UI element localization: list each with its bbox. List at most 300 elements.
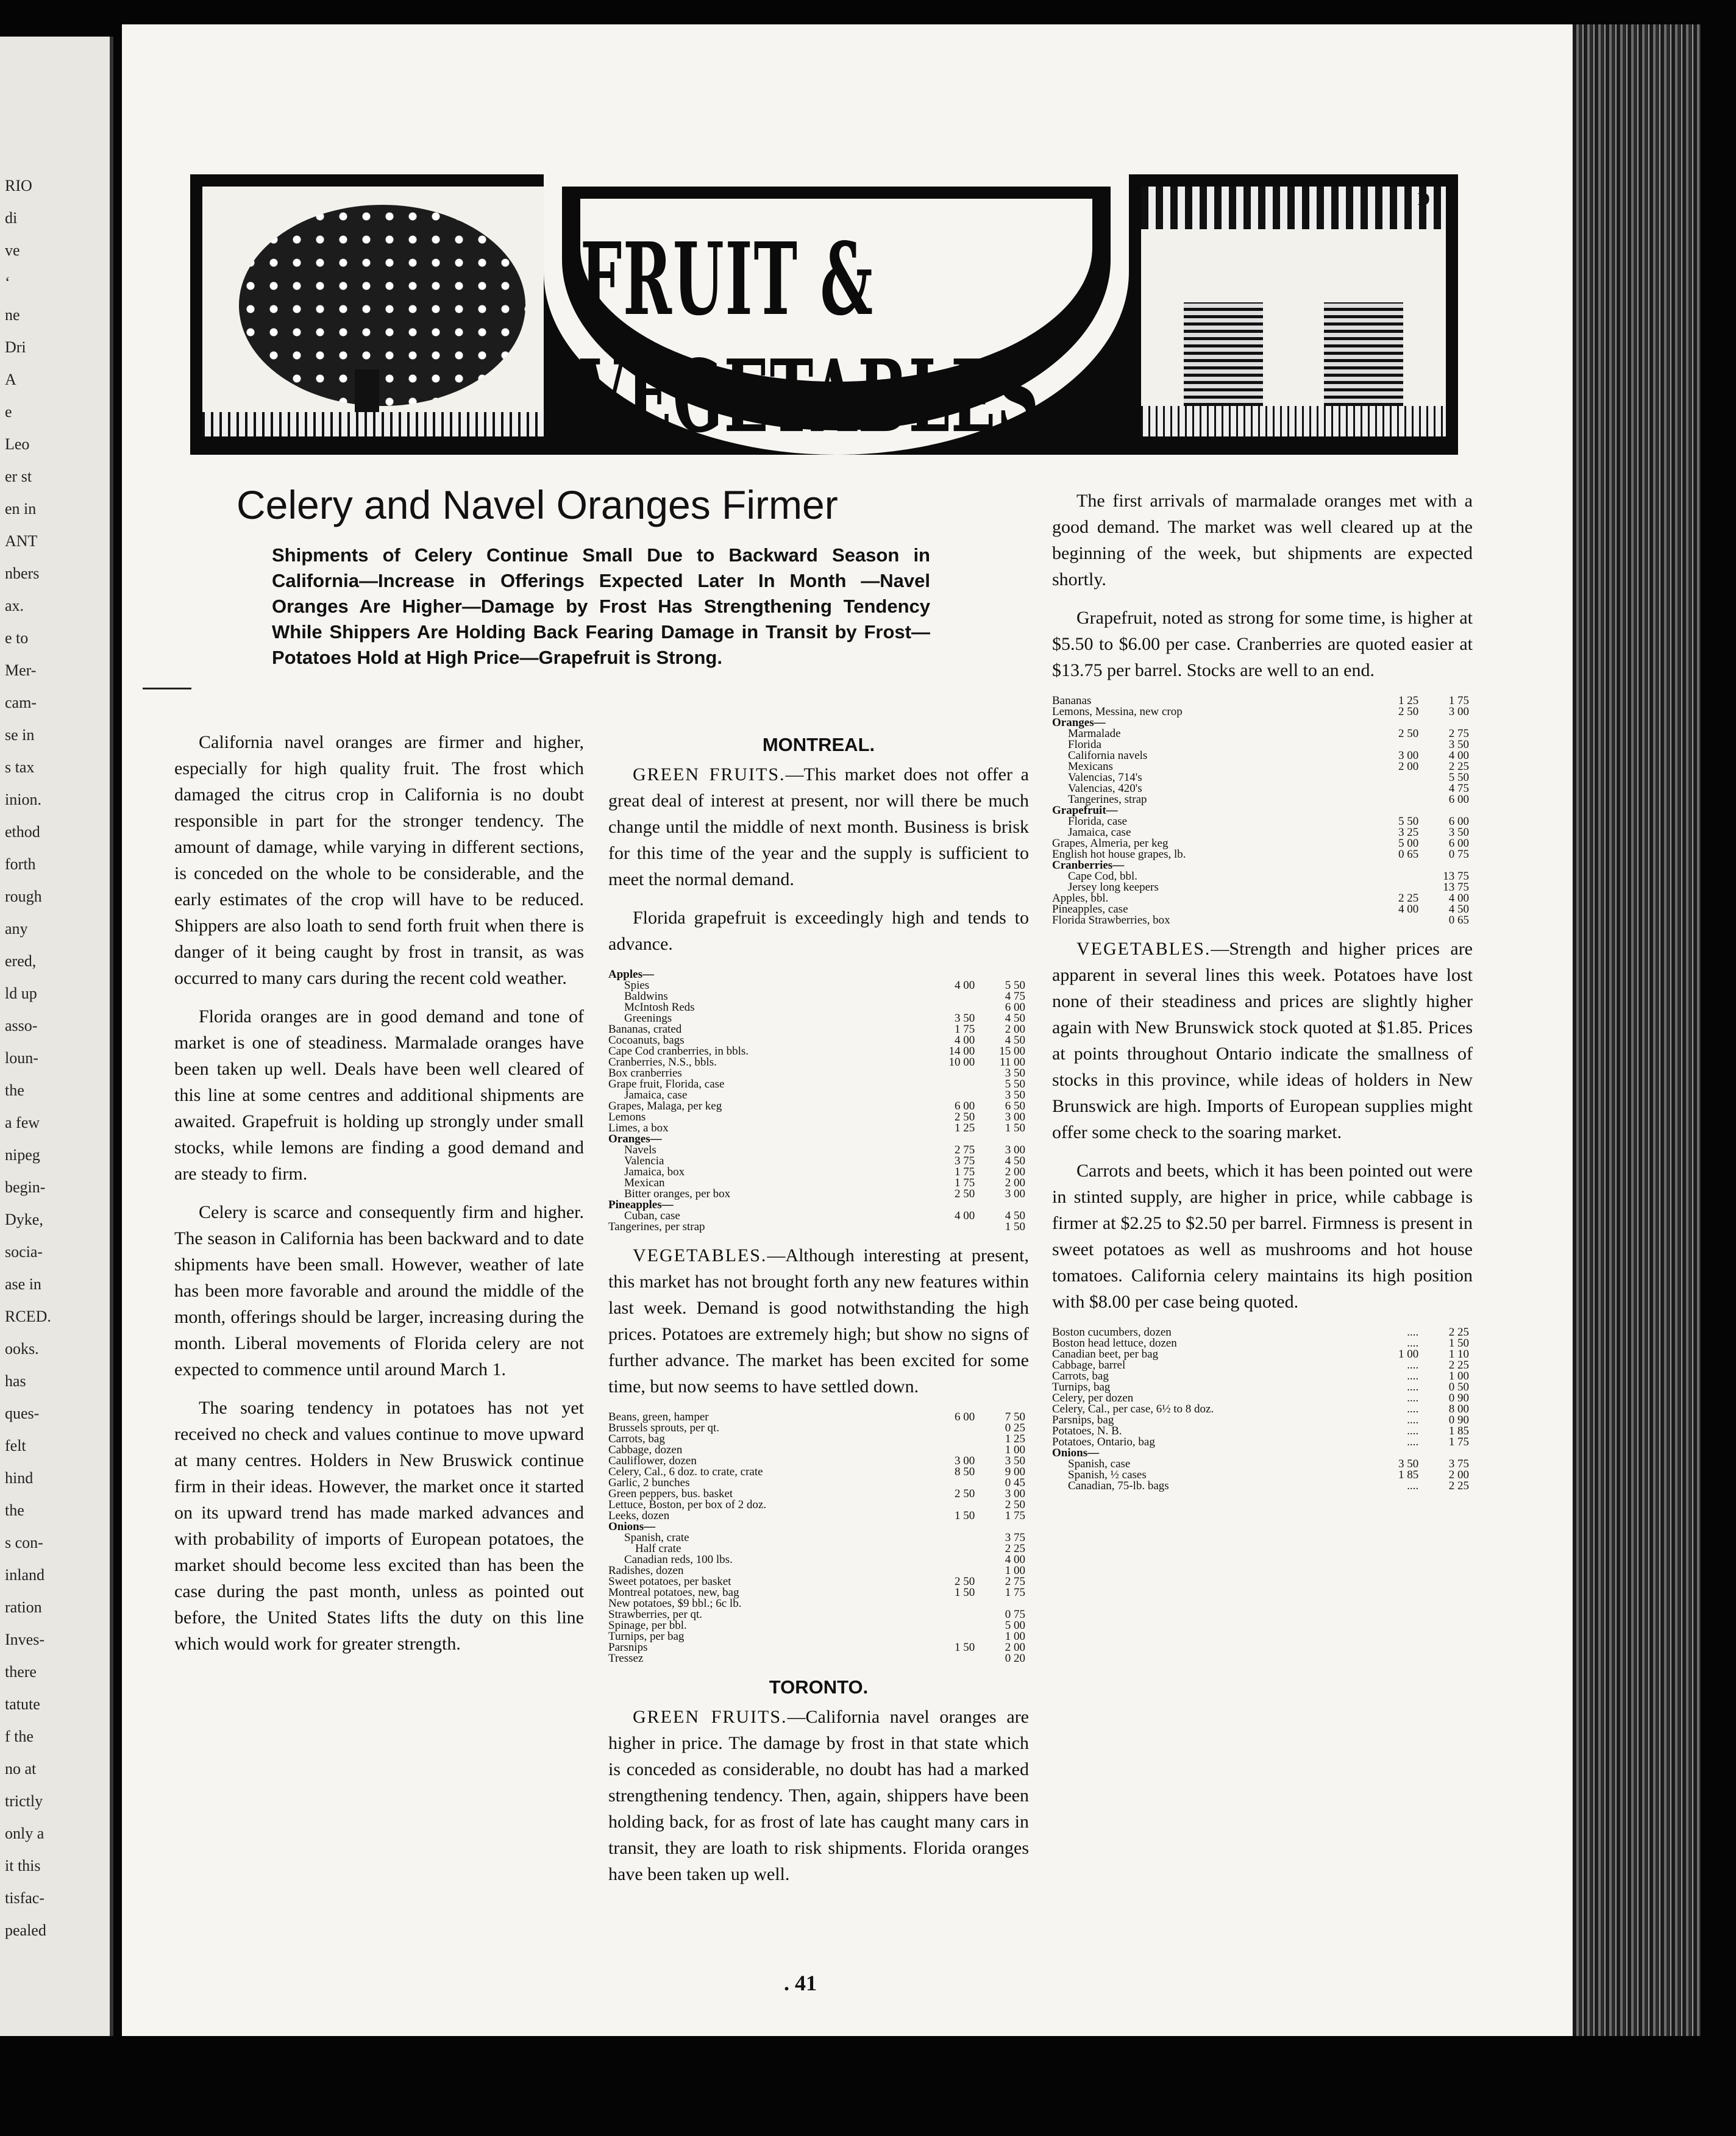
- price-row: [1052, 1437, 1473, 1448]
- price-item: New potatoes, $9 bbl.; 6c lb.: [608, 1598, 742, 1609]
- montreal-green-fruits-paragraph: [608, 761, 1029, 892]
- left-page-fragment: forth: [5, 855, 36, 873]
- price-item: Oranges—: [608, 1134, 662, 1145]
- montreal-heading: MONTREAL.: [762, 734, 875, 755]
- toronto-heading: TORONTO.: [769, 1676, 869, 1698]
- left-page-fragment: pealed: [5, 1921, 46, 1939]
- price-item: Jersey long keepers: [1068, 882, 1159, 893]
- price-item: Grapes, Malaga, per keg: [608, 1101, 722, 1112]
- price-high: 3 00: [1448, 705, 1469, 718]
- section-banner: [190, 174, 1458, 455]
- left-page-fragment: rough: [5, 888, 42, 905]
- left-page-fragment: ‘: [5, 274, 10, 291]
- price-item: Grapes, Almeria, per keg: [1052, 838, 1169, 849]
- price-item: Valencias, 420's: [1068, 783, 1142, 794]
- left-page-fragment: ANT: [5, 532, 38, 550]
- price-item: Montreal potatoes, new, bag: [608, 1587, 739, 1598]
- toronto-grapefruit-paragraph: Grapefruit, noted as strong for some time, is higher at $5.50 to $6.00 per case. Cranberries are quoted easier at $13.75 per barrel. Stocks are well to an end.: [1052, 608, 1473, 680]
- price-high: 1 75: [1005, 1586, 1025, 1599]
- price-high: 0 90: [1448, 1414, 1469, 1426]
- price-item: Florida Strawberries, box: [1052, 915, 1170, 926]
- price-low: 2 50: [954, 1575, 975, 1588]
- price-row: [608, 1620, 1029, 1631]
- price-low: 8 50: [954, 1465, 975, 1478]
- left-page-fragment: it this: [5, 1857, 41, 1874]
- price-low: 1 00: [1398, 1348, 1419, 1361]
- price-low: ....: [1407, 1370, 1419, 1383]
- price-high: 6 50: [1005, 1100, 1025, 1112]
- price-item: Mexicans: [1068, 761, 1113, 772]
- left-page-fragment: ered,: [5, 952, 37, 970]
- price-high: 2 25: [1448, 1359, 1469, 1372]
- price-low: 2 25: [1398, 892, 1419, 905]
- price-low: 1 50: [954, 1509, 975, 1522]
- price-low: ....: [1407, 1414, 1419, 1426]
- banner-title: FRUIT & VEGETABLES: [580, 221, 1041, 455]
- price-row: [608, 1211, 1029, 1222]
- price-row: [608, 1068, 1029, 1079]
- left-page-fragment: s con-: [5, 1534, 43, 1551]
- price-high: 1 85: [1448, 1425, 1469, 1437]
- montreal-fruit-price-table: [608, 969, 1029, 1233]
- price-low: 1 25: [954, 1122, 975, 1134]
- price-low: 3 50: [954, 1012, 975, 1025]
- price-item: Sweet potatoes, per basket: [608, 1576, 731, 1587]
- left-page-fragment: no at: [5, 1760, 37, 1778]
- left-page-fragment: tatute: [5, 1695, 40, 1713]
- price-row: [608, 1598, 1029, 1609]
- left-page-fragment: se in: [5, 726, 35, 744]
- price-high: 2 00: [1005, 1641, 1025, 1654]
- price-item: Boston cucumbers, dozen: [1052, 1327, 1172, 1338]
- price-item: Valencia: [624, 1156, 664, 1167]
- price-low: 1 75: [954, 1177, 975, 1189]
- price-low: ....: [1407, 1381, 1419, 1394]
- tree-ground: [202, 412, 544, 436]
- price-high: 0 25: [1005, 1422, 1025, 1434]
- price-high: 2 75: [1005, 1575, 1025, 1588]
- price-high: 1 00: [1005, 1564, 1025, 1577]
- left-page-fragment: trictly: [5, 1792, 43, 1810]
- price-item: Canadian reds, 100 lbs.: [624, 1554, 733, 1565]
- article-deck: Shipments of Celery Continue Small Due to Backward Season in California—Increase in Offerings Expected Later In Month —Navel Oranges Are Higher—Damage by Frost Has Strengthening Tendency While Shippers Are Holding Back Fearing Damage in Transit by Frost—Potatoes Hold at High Price—Grapefruit is Strong.: [272, 544, 930, 668]
- price-item: Parsnips: [608, 1642, 648, 1653]
- paragraph: Celery is scarce and consequently firm and higher. The season in California has been backward and to date shipments have been small. However, weather of late has been more favorable and around the middle of the month, offerings should be larger, increasing during the month. Liberal movements of Florida celery are not expected to commence until around March 1.: [174, 1202, 584, 1380]
- price-high: 4 50: [1448, 903, 1469, 916]
- price-row: [608, 1609, 1029, 1620]
- price-low: 5 00: [1398, 837, 1419, 850]
- price-item: Spinage, per bbl.: [608, 1620, 687, 1631]
- paragraph-text: —California navel oranges are higher in price. The damage by frost in that state which is conceded as considerable, no doubt has had a marked strengthening tendency. Then, again, shippers have been holding back, for as frost of late has caught many cars in transit, they are loath to risk shipments. Florida oranges have been taken up well.: [608, 1707, 1029, 1884]
- price-item: Cocoanuts, bags: [608, 1035, 685, 1046]
- price-item: Brussels sprouts, per qt.: [608, 1423, 720, 1434]
- price-high: 0 90: [1448, 1392, 1469, 1404]
- price-low: [1371, 772, 1422, 783]
- price-row: [1052, 860, 1473, 871]
- price-item: Celery, Cal., 6 doz. to crate, crate: [608, 1467, 763, 1478]
- price-item: Spies: [624, 980, 650, 991]
- left-page-fragment: ethod: [5, 823, 40, 841]
- price-high: 3 00: [1005, 1144, 1025, 1156]
- price-high: 2 25: [1448, 760, 1469, 773]
- price-high: 1 00: [1005, 1444, 1025, 1456]
- price-high: 4 00: [1005, 1553, 1025, 1566]
- price-item: Radishes, dozen: [608, 1565, 684, 1576]
- price-low: 1 25: [1398, 694, 1419, 707]
- section-lead: VEGETABLES.: [1076, 939, 1211, 959]
- price-item: Parsnips, bag: [1052, 1415, 1114, 1426]
- left-page-fragment: Mer-: [5, 661, 37, 679]
- price-low: 6 00: [954, 1411, 975, 1423]
- left-page-fragment: begin-: [5, 1178, 46, 1196]
- price-high: 2 00: [1448, 1468, 1469, 1481]
- price-item: Onions—: [1052, 1448, 1100, 1459]
- price-row: [1052, 783, 1473, 794]
- price-item: Greenings: [624, 1013, 672, 1024]
- price-low: [1371, 915, 1422, 926]
- left-page-fragment: inland: [5, 1566, 44, 1584]
- price-high: 4 50: [1005, 1034, 1025, 1047]
- left-page-fragment: any: [5, 920, 28, 938]
- price-high: 0 75: [1005, 1608, 1025, 1621]
- price-low: 1 75: [954, 1166, 975, 1178]
- price-row: [1052, 915, 1473, 926]
- price-low: ....: [1407, 1392, 1419, 1404]
- price-row: [608, 1489, 1029, 1500]
- price-row: [1052, 871, 1473, 882]
- price-high: 1 50: [1005, 1220, 1025, 1233]
- price-low: 4 00: [954, 1209, 975, 1222]
- price-item: Jamaica, case: [624, 1090, 688, 1101]
- left-page-fragment: di: [5, 209, 18, 227]
- artist-initial: D: [1417, 190, 1430, 209]
- price-item: Green peppers, bus. basket: [608, 1489, 733, 1500]
- price-item: Florida, case: [1068, 816, 1128, 827]
- price-item: Grape fruit, Florida, case: [608, 1079, 725, 1090]
- price-row: [1052, 772, 1473, 783]
- price-item: Onions—: [608, 1522, 656, 1533]
- price-low: [928, 1079, 978, 1090]
- price-row: [1052, 707, 1473, 717]
- price-row: [608, 1222, 1029, 1233]
- price-high: 13 75: [1443, 870, 1469, 883]
- page-stack-edge: [1573, 24, 1701, 2036]
- price-item: Apples, bbl.: [1052, 893, 1109, 904]
- price-item: Spanish, ½ cases: [1068, 1470, 1147, 1481]
- price-low: [1371, 871, 1422, 882]
- left-page-fragment: ne: [5, 306, 20, 324]
- left-page-fragment: nipeg: [5, 1146, 40, 1164]
- section-lead: VEGETABLES.: [633, 1245, 767, 1266]
- price-item: Pineapples—: [608, 1200, 674, 1211]
- price-high: 9 00: [1005, 1465, 1025, 1478]
- price-row: [608, 1522, 1029, 1533]
- price-item: Pineapples, case: [1052, 904, 1128, 915]
- price-item: Lemons, Messina, new crop: [1052, 707, 1183, 717]
- price-item: Potatoes, Ontario, bag: [1052, 1437, 1155, 1448]
- price-high: 3 75: [1005, 1531, 1025, 1544]
- price-row: [608, 1642, 1029, 1653]
- price-item: Lettuce, Boston, per box of 2 doz.: [608, 1500, 767, 1511]
- price-item: Mexican: [624, 1178, 665, 1189]
- price-item: Cabbage, dozen: [608, 1445, 683, 1456]
- price-high: 6 00: [1005, 1001, 1025, 1014]
- left-page-fragment: inion.: [5, 791, 41, 808]
- price-item: Carrots, bag: [1052, 1371, 1109, 1382]
- price-row: [608, 1533, 1029, 1543]
- left-page-fragment: ax.: [5, 597, 24, 614]
- price-low: ....: [1407, 1337, 1419, 1350]
- price-row: [608, 1543, 1029, 1554]
- price-low: 2 00: [1398, 760, 1419, 773]
- price-high: 15 00: [999, 1045, 1025, 1058]
- price-high: 2 50: [1005, 1498, 1025, 1511]
- price-low: 3 00: [954, 1454, 975, 1467]
- price-item: Half crate: [635, 1543, 681, 1554]
- price-row: [608, 1653, 1029, 1664]
- price-row: [608, 1511, 1029, 1522]
- price-low: [1371, 860, 1422, 871]
- price-row: [1052, 1481, 1473, 1492]
- price-high: 2 00: [1005, 1177, 1025, 1189]
- price-high: 6 00: [1448, 837, 1469, 850]
- price-low: 2 50: [954, 1187, 975, 1200]
- left-page-fragment: e: [5, 403, 12, 421]
- paragraph: Florida oranges are in good demand and tone of market is one of steadiness. Marmalade oranges have been taken up well. Deals have been well cleared of this line at some centres and additional shipments are awaited. Grapefruit is holding up strongly under small stocks, while lemons are finding a good demand and are steady to firm.: [174, 1006, 584, 1184]
- price-low: ....: [1407, 1436, 1419, 1448]
- toronto-fruit-price-table: [1052, 696, 1473, 926]
- price-low: 3 50: [1398, 1458, 1419, 1470]
- price-item: Navels: [624, 1145, 656, 1156]
- left-page-fragment: A: [5, 371, 16, 388]
- price-low: 10 00: [948, 1056, 975, 1069]
- price-low: 4 00: [954, 1034, 975, 1047]
- price-low: [928, 991, 978, 1002]
- price-high: 4 50: [1005, 1012, 1025, 1025]
- price-item: Grapefruit—: [1052, 805, 1118, 816]
- left-page-fragment: Leo: [5, 435, 30, 453]
- paragraph-text: —This market does not offer a great deal of interest at present, nor will there be much change until the middle of next month. Business is brisk for this time of the year and the supply is sufficient to meet the normal demand.: [608, 764, 1029, 889]
- price-item: Tangerines, strap: [1068, 794, 1147, 805]
- price-item: Oranges—: [1052, 717, 1106, 728]
- price-item: Spanish, case: [1068, 1459, 1131, 1470]
- price-row: [1052, 849, 1473, 860]
- price-row: [608, 1434, 1029, 1445]
- price-item: English hot house grapes, lb.: [1052, 849, 1186, 860]
- price-item: Tangerines, per strap: [608, 1222, 705, 1233]
- price-item: Florida: [1068, 739, 1101, 750]
- price-item: Canadian beet, per bag: [1052, 1349, 1159, 1360]
- price-low: [928, 1222, 978, 1233]
- price-low: 1 50: [954, 1586, 975, 1599]
- price-row: [608, 980, 1029, 991]
- price-low: 4 00: [1398, 903, 1419, 916]
- price-high: 1 10: [1448, 1348, 1469, 1361]
- price-low: ....: [1407, 1359, 1419, 1372]
- price-low: [928, 1554, 978, 1565]
- left-page-fragment: socia-: [5, 1243, 43, 1261]
- price-low: 2 50: [954, 1111, 975, 1123]
- price-item: Tressez: [608, 1653, 644, 1664]
- price-high: 2 25: [1448, 1479, 1469, 1492]
- price-low: 2 50: [954, 1487, 975, 1500]
- price-high: 6 00: [1448, 815, 1469, 828]
- price-high: 0 65: [1448, 914, 1469, 927]
- price-item: Turnips, per bag: [608, 1631, 685, 1642]
- price-high: 4 00: [1448, 892, 1469, 905]
- price-item: Garlic, 2 bunches: [608, 1478, 690, 1489]
- price-high: 2 75: [1448, 727, 1469, 740]
- price-low: 2 50: [1398, 727, 1419, 740]
- left-page-fragment: ve: [5, 241, 20, 259]
- montreal-vegetables-paragraph: [608, 1242, 1029, 1400]
- left-page-fragment: hind: [5, 1469, 34, 1487]
- price-high: 3 50: [1005, 1067, 1025, 1080]
- price-high: 3 00: [1005, 1111, 1025, 1123]
- price-high: 4 50: [1005, 1209, 1025, 1222]
- price-item: Marmalade: [1068, 728, 1121, 739]
- price-low: [928, 1533, 978, 1543]
- price-item: Turnips, bag: [1052, 1382, 1111, 1393]
- price-item: Lemons: [608, 1112, 646, 1123]
- paragraph-text: —Although interesting at present, this market has not brought forth any new features within last week. Demand is good notwithstanding the high prices. Potatoes are extremely high; but show no signs of further advance. The market has been excited for some time, but now seems to have settled down.: [608, 1245, 1029, 1397]
- price-item: Leeks, dozen: [608, 1511, 670, 1522]
- left-page-fragment: a few: [5, 1114, 40, 1131]
- price-low: 1 75: [954, 1023, 975, 1036]
- price-high: 2 25: [1005, 1542, 1025, 1555]
- price-high: 4 50: [1005, 1155, 1025, 1167]
- price-item: Bananas: [1052, 696, 1092, 707]
- price-high: 4 75: [1005, 990, 1025, 1003]
- price-row: [608, 991, 1029, 1002]
- price-high: 2 00: [1005, 1023, 1025, 1036]
- price-high: 0 50: [1448, 1381, 1469, 1394]
- paragraph: The soaring tendency in potatoes has not yet received no check and values continue to move upward at many centres. Holders in New Bruswick continue firm in their ideas. However, the market once it started on its upward trend has made marked advances and with probability of imports of European potatoes, the market should become less excited than has been the case during the past month, unless as pointed out before, the United States lifts the duty on this line which would work for greater strength.: [174, 1398, 584, 1654]
- left-page-fragment: RCED.: [5, 1308, 51, 1325]
- price-item: California navels: [1068, 750, 1148, 761]
- price-item: Cabbage, barrel: [1052, 1360, 1126, 1371]
- price-high: 3 50: [1448, 826, 1469, 839]
- left-page-fragment: ld up: [5, 984, 37, 1002]
- price-item: Canadian, 75-lb. bags: [1068, 1481, 1169, 1492]
- left-page-fragment: asso-: [5, 1017, 38, 1034]
- price-low: [928, 1068, 978, 1079]
- stall-floor: [1141, 406, 1446, 436]
- left-page-fragment: ase in: [5, 1275, 41, 1293]
- price-high: 5 50: [1005, 979, 1025, 992]
- toronto-marmalade-paragraph: The first arrivals of marmalade oranges met with a good demand. The market was well cleared up at the beginning of the week, but shipments are expected shortly.: [1052, 491, 1473, 589]
- price-low: 3 00: [1398, 749, 1419, 762]
- price-high: 3 00: [1005, 1187, 1025, 1200]
- price-row: [608, 1554, 1029, 1565]
- price-item: Cauliflower, dozen: [608, 1456, 697, 1467]
- price-item: Celery, Cal., per case, 6½ to 8 doz.: [1052, 1404, 1214, 1415]
- price-high: 5 00: [1005, 1619, 1025, 1632]
- price-low: [928, 1653, 978, 1664]
- price-row: [608, 1467, 1029, 1478]
- price-high: 3 50: [1448, 738, 1469, 751]
- price-item: Bananas, crated: [608, 1024, 682, 1035]
- column-1: [174, 729, 584, 1669]
- left-page-fragment: f the: [5, 1728, 34, 1745]
- column-3: [1052, 488, 1473, 1501]
- price-row: [1052, 761, 1473, 772]
- price-high: 0 20: [1005, 1652, 1025, 1665]
- left-page-fragment: en in: [5, 500, 37, 518]
- margin-mark: [143, 688, 191, 689]
- price-low: 1 50: [954, 1641, 975, 1654]
- price-row: [608, 1057, 1029, 1068]
- price-item: Jamaica, box: [624, 1167, 685, 1178]
- left-page-fragment: the: [5, 1081, 24, 1099]
- article-headline: Celery and Navel Oranges Firmer: [237, 482, 838, 527]
- montreal-grapefruit-paragraph: Florida grapefruit is exceedingly high and tends to advance.: [608, 908, 1029, 954]
- price-item: Apples—: [608, 969, 654, 980]
- price-item: Jamaica, case: [1068, 827, 1131, 838]
- price-high: 11 00: [999, 1056, 1025, 1069]
- section-lead: GREEN FRUITS.: [633, 764, 786, 785]
- price-item: Beans, green, hamper: [608, 1412, 709, 1423]
- price-low: [1371, 794, 1422, 805]
- price-item: Valencias, 714's: [1068, 772, 1142, 783]
- price-high: 1 75: [1448, 1436, 1469, 1448]
- price-item: Cape Cod, bbl.: [1068, 871, 1137, 882]
- price-item: Spanish, crate: [624, 1533, 689, 1543]
- left-page-fragment: Dyke,: [5, 1211, 43, 1228]
- left-page-fragment: felt: [5, 1437, 26, 1454]
- price-high: 13 75: [1443, 881, 1469, 894]
- adjacent-left-page: [0, 37, 113, 2036]
- price-item: Strawberries, per qt.: [608, 1609, 703, 1620]
- price-high: 1 75: [1005, 1509, 1025, 1522]
- price-high: 7 50: [1005, 1411, 1025, 1423]
- price-item: Cranberries—: [1052, 860, 1125, 871]
- price-row: [1052, 904, 1473, 915]
- price-low: [928, 1620, 978, 1631]
- left-page-fragment: tisfac-: [5, 1889, 44, 1907]
- price-high: 3 00: [1005, 1487, 1025, 1500]
- price-high: 4 00: [1448, 749, 1469, 762]
- left-page-fragment: Dri: [5, 338, 26, 356]
- price-low: ....: [1407, 1479, 1419, 1492]
- produce-stack: [1184, 302, 1263, 406]
- price-item: Cape Cod cranberries, in bbls.: [608, 1046, 749, 1057]
- price-row: [608, 1123, 1029, 1134]
- left-page-fragment: the: [5, 1501, 24, 1519]
- left-page-fragment: ques-: [5, 1404, 40, 1422]
- left-page-fragment: nbers: [5, 564, 40, 582]
- price-high: 5 50: [1448, 771, 1469, 784]
- price-high: 3 50: [1005, 1454, 1025, 1467]
- left-page-fragment: er st: [5, 468, 32, 485]
- price-row: [608, 1587, 1029, 1598]
- price-low: ....: [1407, 1425, 1419, 1437]
- price-high: 1 75: [1448, 694, 1469, 707]
- left-page-fragment: ooks.: [5, 1340, 39, 1358]
- price-low: 14 00: [948, 1045, 975, 1058]
- price-high: 0 45: [1005, 1476, 1025, 1489]
- column-2: [608, 732, 1029, 1899]
- left-page-fragment: has: [5, 1372, 26, 1390]
- price-low: 5 50: [1398, 815, 1419, 828]
- left-page-fragment: only a: [5, 1824, 44, 1842]
- tree-canopy: [239, 205, 525, 406]
- left-page-fragment: e to: [5, 629, 29, 647]
- montreal-vegetable-price-table: [608, 1412, 1029, 1664]
- orange-tree-illustration: [202, 187, 544, 436]
- market-stall-illustration: [1141, 187, 1446, 436]
- price-row: [1052, 794, 1473, 805]
